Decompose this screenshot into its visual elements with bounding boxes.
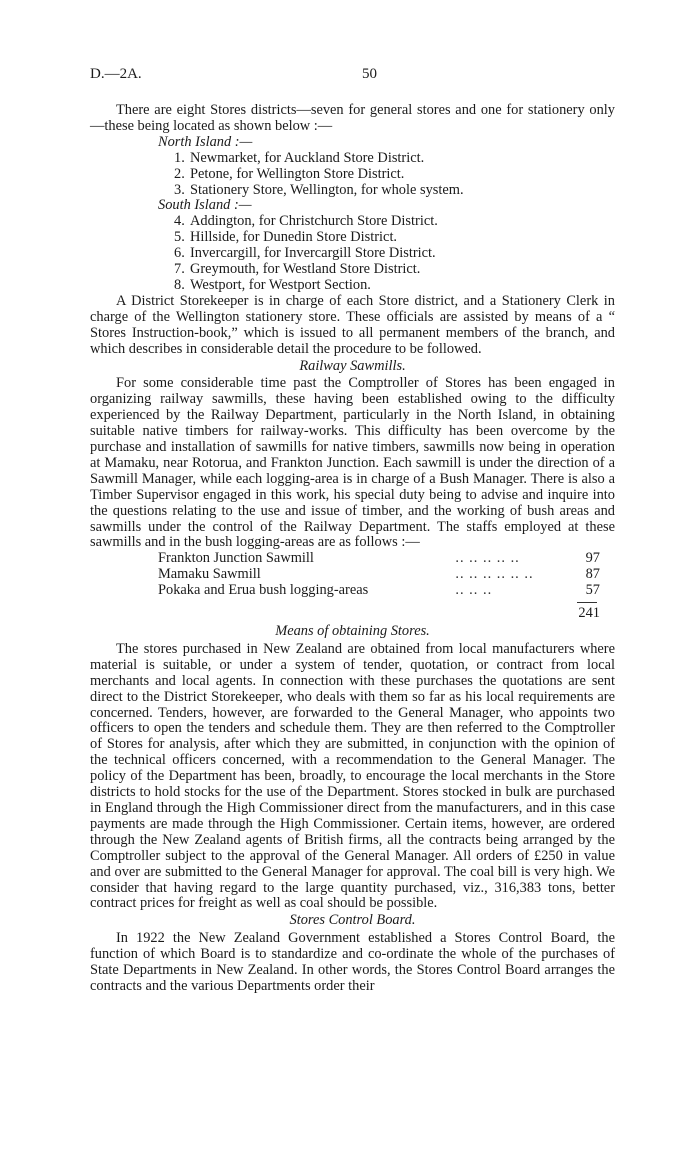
intro-paragraph: There are eight Stores districts—seven for general stores and one for stationery only—these being located as shown below :— xyxy=(90,102,615,134)
means-paragraph: The stores purchased in New Zealand are obtained from local manufacturers where material is suitable, or under a system of tender, quotation, or contract from local merchants and local agents. In connection with these purchases the quotations are sent direct to the District Storekeeper, who deals with them so far as his local requirements are concerned. Tenders, however, are forwarded to the General Manager, who appoints two officers to open the tenders and schedule them. They are then referred to the Comptroller of Stores for analysis, after which they are submitted, in conjunction with the opinion of the technical officers concerned, with a recommendation to the General Manager. The policy of the Department has been, broadly, to encourage the local merchants in the Store districts to hold stocks for the use of the Department. Stores stocked in bulk are purchased in England through the High Commissioner direct from the manufacturers, and in this case payments are made through the High Commissioner. Certain items, however, are ordered through the New Zealand agents of British firms, all the contracts being arranged by the Comptroller subject to the approval of the General Manager. All orders of £250 in value and over are submitted to the General Manager for approval. The coal bill is very high. We consider that having regard to the large quantity purchased, viz., 316,383 tons, better contract prices for freight as well as coal should be possible. xyxy=(90,640,615,912)
list-text: Westport, for Westport Section. xyxy=(190,276,371,293)
list-item xyxy=(90,183,615,199)
list-item xyxy=(90,230,615,246)
list-text: Newmarket, for Auckland Store District. xyxy=(190,149,425,166)
staff-total: 241 xyxy=(578,605,600,622)
staff-value: 57 xyxy=(585,582,600,599)
list-item xyxy=(90,151,615,167)
staff-value: 97 xyxy=(585,550,600,567)
section-heading-railway-sawmills: Railway Sawmills. xyxy=(299,357,406,374)
list-number: 1. xyxy=(174,149,185,166)
list-number: 5. xyxy=(174,229,185,246)
table-row xyxy=(158,567,600,583)
staff-label: Pokaka and Erua bush logging-areas xyxy=(158,582,369,599)
section-heading-stores-control-board: Stores Control Board. xyxy=(289,912,416,929)
leader-dots: .. .. .. .. .. .. xyxy=(455,566,534,583)
list-number: 8. xyxy=(174,276,185,293)
list-item xyxy=(90,214,615,230)
north-island-label: North Island :— xyxy=(158,133,253,150)
staff-value: 87 xyxy=(585,566,600,583)
list-number: 2. xyxy=(174,165,185,182)
table-row xyxy=(158,551,600,567)
staff-label: Frankton Junction Sawmill xyxy=(158,550,314,567)
section-heading-means-of-obtaining-stores: Means of obtaining Stores. xyxy=(275,623,430,639)
list-text: Greymouth, for Westland Store District. xyxy=(190,261,421,278)
total-rule xyxy=(577,602,597,603)
list-item xyxy=(90,246,615,262)
list-text: Hillside, for Dunedin Store District. xyxy=(190,229,398,246)
list-text: Addington, for Christchurch Store District. xyxy=(190,213,438,230)
list-text: Invercargill, for Invercargill Store District. xyxy=(190,245,436,262)
sawmills-paragraph: For some considerable time past the Comptroller of Stores has been engaged in organizing railway sawmills, these having been established owing to the difficulty experienced by the Railway Department, particularly in the North Island, in obtaining suitable native timbers for railway-works. This difficulty has been overcome by the purchase and installation of sawmills for native timbers, sawmills now being in operation at Mamaku, near Rotorua, and Frankton Junction. Each sawmill is under the direction of a Sawmill Manager, while each logging-area is in charge of a Bush Manager. There is also a Timber Supervisor engaged in this work, his special duty being to advise and inquire into the questions relating to the use and issue of timber, and the working of bush areas and sawmills under the control of the Railway Department. The staffs employed at these sawmills and in the bush logging-areas are as follows :— xyxy=(90,375,615,551)
document-body xyxy=(90,103,615,995)
list-number: 4. xyxy=(174,213,185,230)
document-reference: D.—2A. xyxy=(90,66,142,82)
list-number: 3. xyxy=(174,181,185,198)
page-header xyxy=(90,66,610,86)
list-item xyxy=(90,167,615,183)
leader-dots: .. .. .. xyxy=(455,582,493,599)
list-item xyxy=(90,262,615,278)
storekeeper-paragraph: A District Storekeeper is in charge of each Store district, and a Stationery Clerk in charge of the Wellington stationery store. These officials are assisted by means of a “ Stores Instruction-book,” which is issued to all permanent members of the branch, and which describes in considerable detail the procedure to be followed. xyxy=(90,292,615,357)
board-paragraph: In 1922 the New Zealand Government established a Stores Control Board, the function of which Board is to standardize and co-ordinate the whole of the purchases of State Departments in New Zealand. In other words, the Stores Control Board arranges the contracts and the various Departments order their xyxy=(90,930,615,994)
list-number: 7. xyxy=(174,261,185,278)
list-item xyxy=(90,278,615,294)
leader-dots: .. .. .. .. .. xyxy=(455,550,520,567)
list-text: Petone, for Wellington Store District. xyxy=(190,165,405,182)
staff-table xyxy=(158,551,600,599)
list-number: 6. xyxy=(174,245,185,262)
staff-label: Mamaku Sawmill xyxy=(158,566,261,583)
list-text: Stationery Store, Wellington, for whole system. xyxy=(190,181,464,198)
table-row xyxy=(158,583,600,599)
page-number: 50 xyxy=(362,66,377,82)
south-island-label: South Island :— xyxy=(158,197,252,214)
